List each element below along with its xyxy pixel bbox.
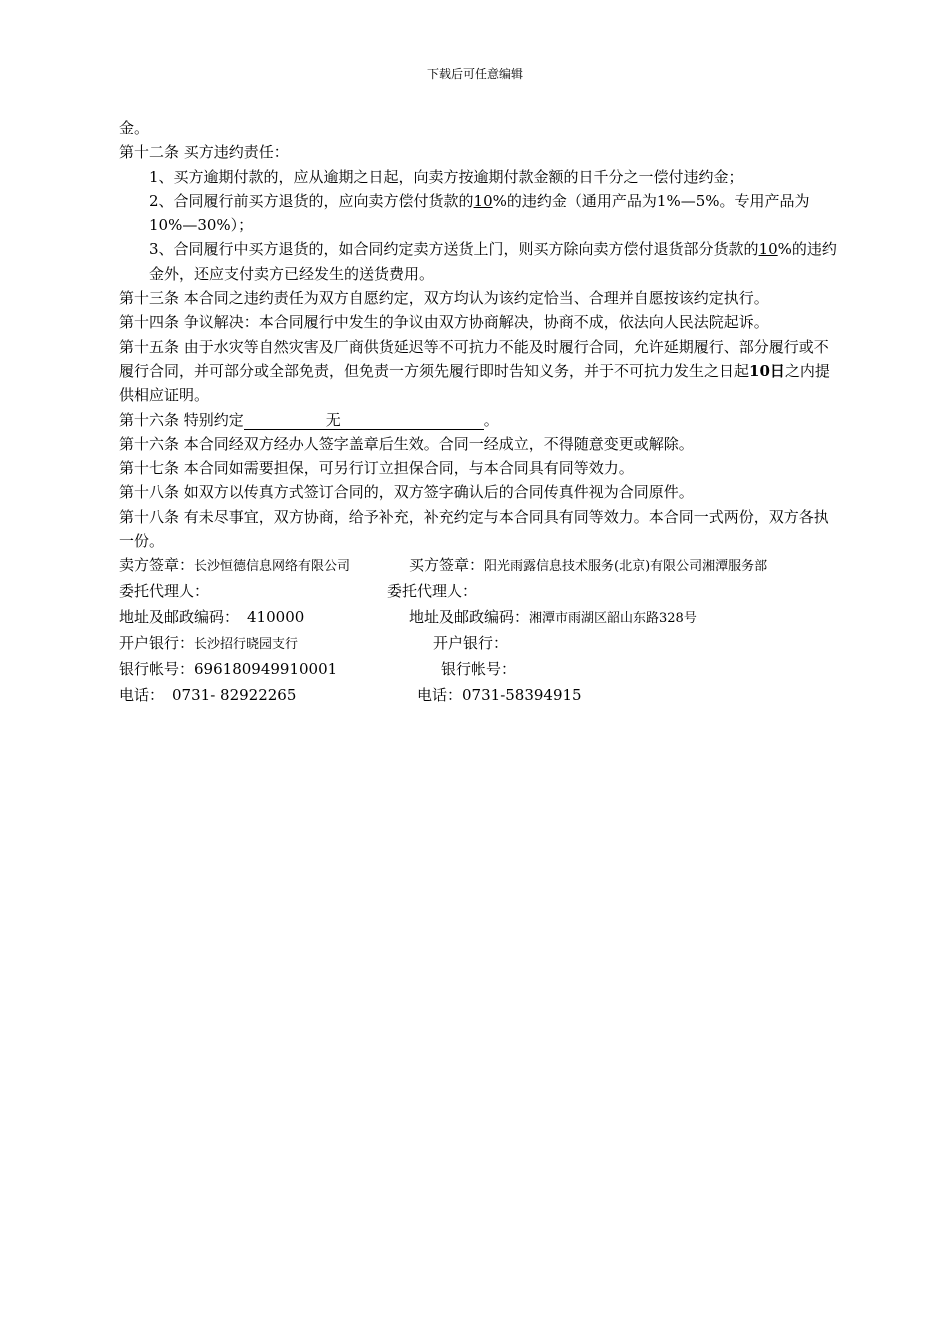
signature-row-bank: 开户银行：长沙招行晓园支行 开户银行：: [119, 634, 509, 653]
clause-12-title: 第十二条 买方违约责任：: [119, 143, 289, 162]
signature-row-agent: 委托代理人： 委托代理人：: [119, 582, 478, 601]
seller-name: 长沙恒德信息网络有限公司: [194, 559, 351, 575]
clause-12-item-1: 1、买方逾期付款的，应从逾期之日起，向卖方按逾期付款金额的日千分之一偿付违约金；: [149, 167, 744, 186]
penalty-percent: 10: [758, 240, 778, 259]
clause-13: 第十三条 本合同之违约责任为双方自愿约定，双方均认为该约定恰当、合理并自愿按该约定执行。: [119, 289, 769, 308]
clause-18-fax: 第十八条 如双方以传真方式签订合同的，双方签字确认后的合同传真件视为合同原件。: [119, 483, 694, 502]
signature-row-phone: 电话： 0731- 82922265 电话：0731-58394915: [119, 686, 582, 705]
buyer-name: 阳光雨露信息技术服务(北京)有限公司湘潭服务部: [484, 559, 768, 575]
clause-12-item-3: 3、合同履行中买方退货的，如合同约定卖方送货上门，则买方除向卖方偿付退货部分货款的10%的违约金外，还应支付卖方已经发生的送货费用。: [149, 240, 837, 283]
contract-body: [119, 116, 841, 709]
clause-17: 第十七条 本合同如需要担保，可另行订立担保合同，与本合同具有同等效力。: [119, 459, 634, 478]
clause-11-tail: 金。: [119, 119, 150, 137]
clause-14: 第十四条 争议解决：本合同履行中发生的争议由双方协商解决，协商不成，依法向人民法院起诉。: [119, 313, 769, 332]
days-limit: 10日: [749, 361, 785, 380]
signature-row-address: 地址及邮政编码： 410000 地址及邮政编码：湘潭市雨湖区韶山东路328号: [119, 608, 697, 627]
signature-block: [119, 553, 841, 709]
page-header: 下载后可任意编辑: [426, 67, 523, 81]
clause-15: 第十五条 由于水灾等自然灾害及厂商供货延迟等不可抗力不能及时履行合同，允许延期履行、部分履行或不履行合同，并可部分或全部免责，但免责一方须先履行即时告知义务，并于不可抗力发生之日起10日之内提供相应证明。: [119, 337, 830, 405]
signature-row-sign: 卖方签章：长沙恒德信息网络有限公司 买方签章：阳光雨露信息技术服务(北京)有限公司湘潭服务部: [119, 556, 768, 575]
clause-12-item-2: 2、合同履行前买方退货的，应向卖方偿付货款的10%的违约金（通用产品为1%—5%。专用产品为10%—30%）；: [149, 191, 810, 235]
signature-row-account: 银行帐号：696180949910001 银行帐号：: [119, 660, 517, 679]
clause-16: 第十六条 本合同经双方经办人签字盖章后生效。合同一经成立，不得随意变更或解除。: [119, 434, 694, 453]
clause-18-supplement: 第十八条 有未尽事宜，双方协商，给予补充，补充约定与本合同具有同等效力。本合同一式两份，双方各执一份。: [119, 507, 829, 551]
clause-16-special: 第十六条 特别约定 无 。: [119, 410, 499, 429]
penalty-percent: 10: [473, 191, 493, 210]
special-agreement-field: 无: [244, 412, 484, 430]
